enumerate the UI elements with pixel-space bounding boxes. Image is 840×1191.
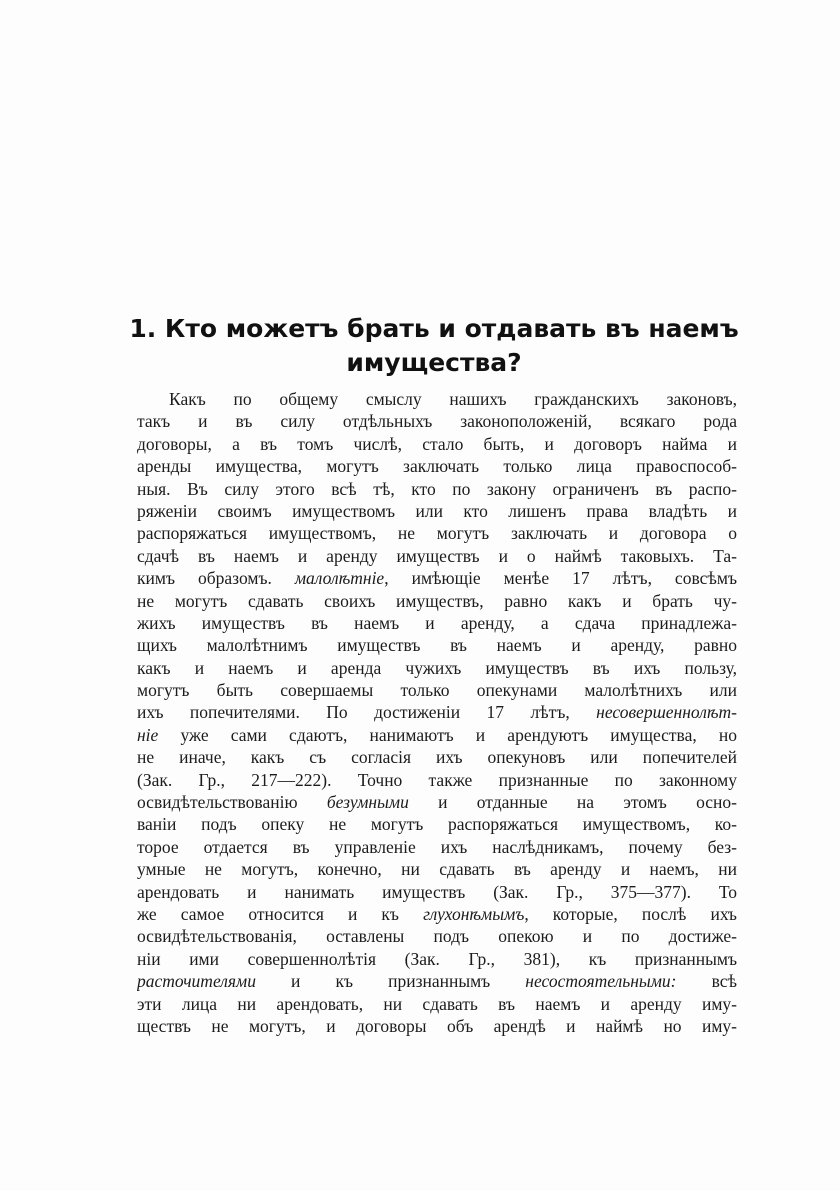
text-run: Какъ по общему смыслу нашихъ гражданскихъ законовъ,: [169, 389, 737, 409]
body-paragraph: [137, 388, 737, 1037]
text-run: и отданные на этомъ осно-: [408, 792, 737, 813]
text-line: [137, 746, 737, 768]
text-run: освидѣтельствованію: [137, 792, 327, 813]
italic-term: безумными: [326, 792, 409, 813]
text-run: уже сами сдаютъ, нанимаютъ и арендуютъ имущества, но: [158, 724, 737, 745]
text-run: могутъ быть совершаемы только опекунами малолѣтнихъ или: [137, 680, 737, 701]
text-run: какъ и наемъ и аренда чужихъ имуществъ въ ихъ пользу,: [137, 657, 737, 678]
text-line: [137, 500, 737, 522]
text-run: ваніи подъ опеку не могутъ распоряжаться имуществомъ, ко-: [137, 814, 737, 835]
section-heading-line-2: имущества?: [346, 348, 522, 377]
text-run: ряженіи своимъ имуществомъ или кто лишенъ права владѣть и: [137, 500, 737, 521]
text-run: освидѣтельствованія, оставлены подъ опекою и по достиже-: [137, 926, 737, 947]
text-run: же самое относится и къ: [137, 903, 424, 924]
italic-term: несостоятельными:: [525, 971, 677, 992]
text-run: не могутъ сдавать своихъ имуществъ, равно какъ и брать чу-: [137, 590, 737, 611]
text-run: договоры, а въ томъ числѣ, стало быть, и договоръ найма и: [137, 433, 737, 454]
text-line: [137, 522, 737, 544]
text-line: [137, 590, 737, 612]
text-line: [137, 791, 737, 813]
text-run: всѣ: [676, 971, 737, 992]
italic-term: ніе: [137, 724, 159, 745]
text-line: [137, 433, 737, 455]
text-run: распоряжаться имуществомъ, не могутъ заключать и договора о: [137, 523, 737, 544]
text-run: ихъ попечителями. По достиженіи 17 лѣтъ,: [137, 702, 597, 723]
text-line: [137, 657, 737, 679]
text-run: и къ признаннымъ: [255, 971, 526, 992]
text-run: жихъ имуществъ въ наемъ и аренду, а сдача принадлежа-: [137, 612, 737, 633]
italic-term: малолѣтніе: [294, 568, 385, 589]
text-run: такъ и въ силу отдѣльныхъ законоположеній, всякаго рода: [137, 411, 737, 432]
italic-term: расточителями: [137, 971, 256, 992]
italic-term: несовершеннолѣт-: [596, 702, 737, 723]
text-line: [137, 1015, 737, 1037]
text-run: , которые, послѣ ихъ: [524, 903, 737, 924]
text-run: , имѣющіе менѣе 17 лѣтъ, совсѣмъ: [384, 568, 737, 589]
text-line: [137, 836, 737, 858]
italic-term: глухонѣмымъ: [423, 903, 525, 924]
text-line: [137, 970, 737, 992]
text-run: торое отдается въ управленіе ихъ наслѣдникамъ, почему без-: [137, 836, 737, 857]
text-line: [137, 545, 737, 567]
text-run: эти лица ни арендовать, ни сдавать въ наемъ и аренду иму-: [137, 993, 737, 1014]
text-line: [137, 634, 737, 656]
text-line: [137, 903, 737, 925]
text-run: не иначе, какъ съ согласія ихъ опекуновъ или попечителей: [137, 747, 737, 768]
text-line: [137, 724, 737, 746]
text-line: [137, 478, 737, 500]
text-run: ществъ не могутъ, и договоры объ арендѣ и наймѣ но иму-: [137, 1015, 737, 1036]
text-line: [137, 993, 737, 1015]
text-line: [137, 948, 737, 970]
text-line: [137, 455, 737, 477]
text-line: [137, 813, 737, 835]
section-heading-line-1: 1. Кто можетъ брать и отдавать въ наемъ: [129, 314, 739, 343]
text-run: аренды имущества, могутъ заключать только лица правоспособ-: [137, 456, 737, 477]
text-run: ныя. Въ силу этого всѣ тѣ, кто по закону ограниченъ въ распо-: [137, 478, 737, 499]
text-line: [137, 881, 737, 903]
text-run: сдачѣ въ наемъ и аренду имуществъ и о наймѣ таковыхъ. Та-: [137, 545, 737, 566]
text-line: [137, 410, 737, 432]
text-line: [137, 701, 737, 723]
text-line: [137, 858, 737, 880]
text-line: [137, 769, 737, 791]
text-line: [137, 567, 737, 589]
text-run: щихъ малолѣтнимъ имуществъ въ наемъ и аренду, равно: [137, 635, 737, 656]
text-line: [137, 925, 737, 947]
text-run: кимъ образомъ.: [137, 568, 295, 589]
text-line: [137, 388, 737, 410]
section-heading: [128, 312, 740, 380]
text-run: ніи ими совершеннолѣтія (Зак. Гр., 381), къ признаннымъ: [137, 948, 737, 969]
text-line: [137, 679, 737, 701]
text-run: арендовать и нанимать имуществъ (Зак. Гр., 375—377). То: [137, 881, 737, 902]
text-run: (Зак. Гр., 217—222). Точно также признанные по законному: [137, 769, 737, 790]
text-run: умные не могутъ, конечно, ни сдавать въ аренду и наемъ, ни: [137, 859, 737, 880]
text-line: [137, 612, 737, 634]
